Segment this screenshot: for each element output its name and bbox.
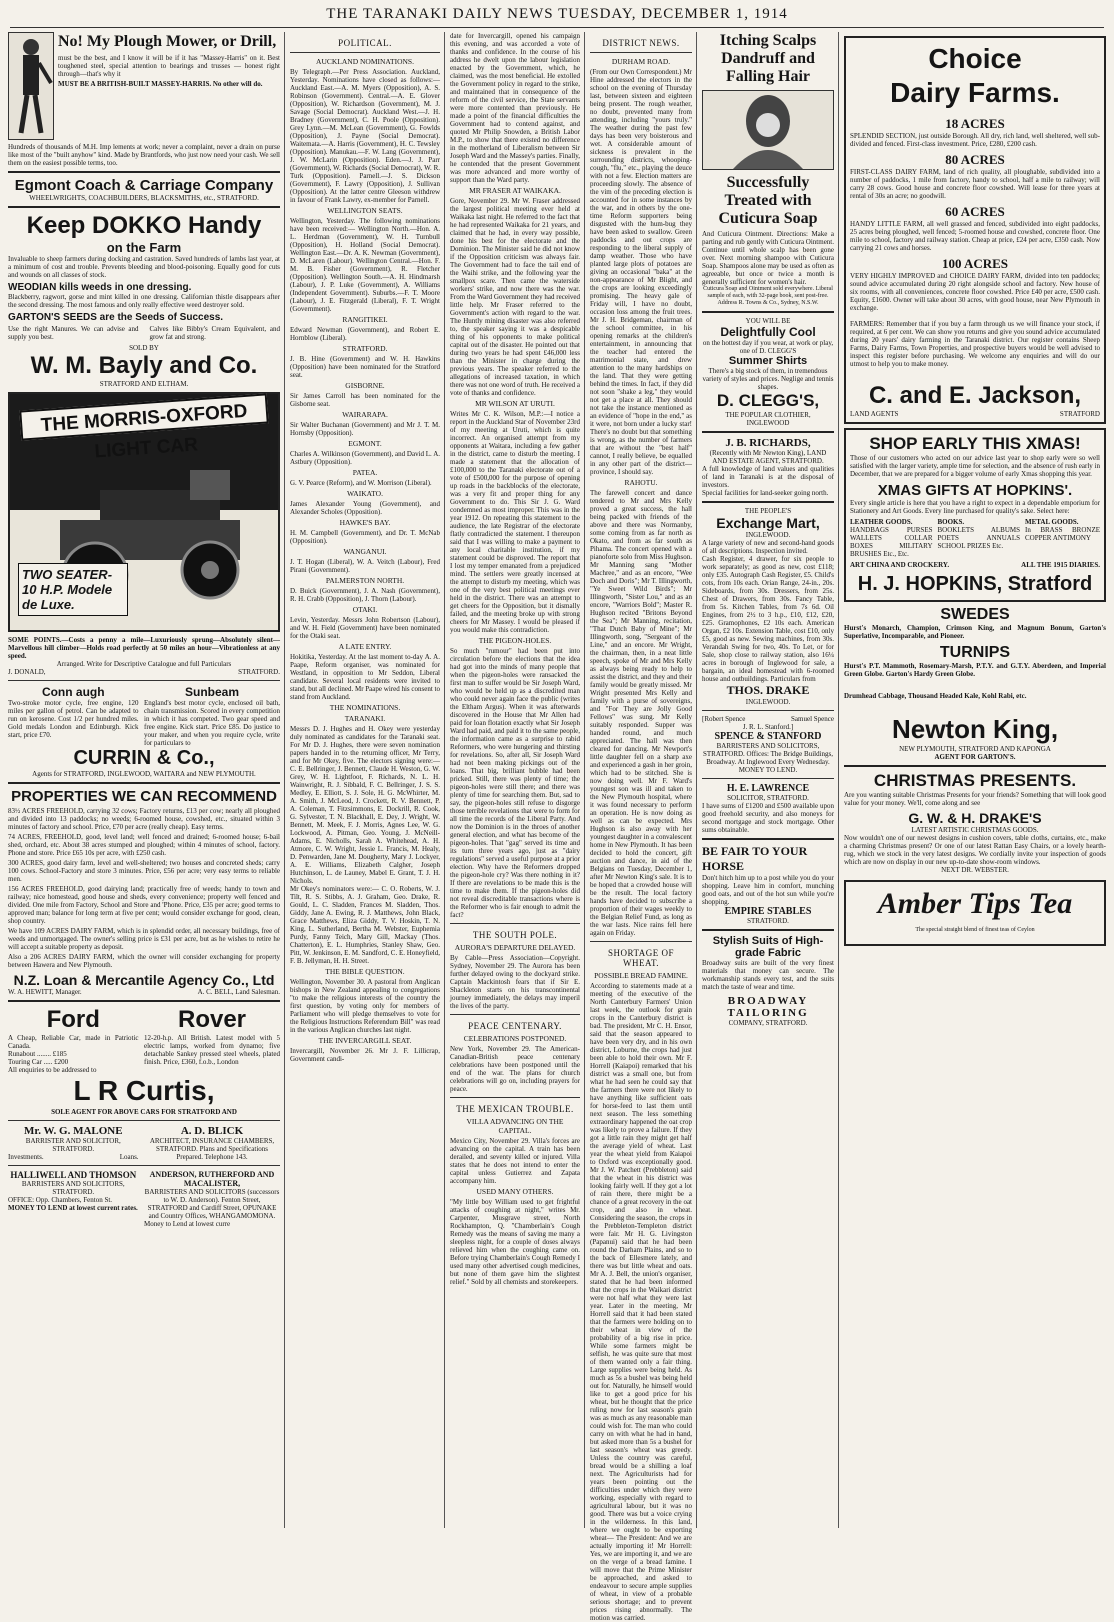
article-text: Hokitika, Yesterday. At the last moment to-day A. A. Paape, Reform organiser, was nominated for Westland, in opposition to Mr Seddon, Liberal candidate. Several local residents were invited to stand, but all declined. Mr Paape wired his consent to stand from Auckland. [290, 653, 440, 701]
plough-must: MUST BE A BRITISH-BUILT MASSEY-HARRIS. No other will do. [58, 80, 263, 88]
property-item: 300 ACRES, good dairy farm, level and well-sheltered; two houses and concreted sheds; carry 100 cows. School-Factory and store 3 minutes. Price, £56 per acre; very easy terms to reliable men. [8, 859, 280, 883]
car-tag: TWO SEATER-10 H.P. Modele de Luxe. [18, 563, 128, 616]
jackson-label: LAND AGENTS [850, 410, 899, 418]
drake-title: THOS. DRAKE [726, 683, 810, 697]
article-text: Charles A. Wilkinson (Government), and David L. A. Astbury (Opposition). [290, 450, 440, 466]
cuticura-mid: Successfully Treated with Cuticura Soap [718, 174, 818, 227]
section-heading: SHORTAGE OF WHEAT. [608, 948, 674, 968]
presents-title: CHRISTMAS PRESENTS. [873, 771, 1077, 790]
xmas-every: Every single article is here that you have a right to expect in a dependable emporium for Stationery and Art Goods. Every line purchased for quality's sake. Select here: [850, 499, 1100, 515]
subheading: WELLINGTON SEATS. [327, 206, 403, 215]
sunbeam-title: Sunbeam [184, 685, 239, 699]
lawrence-title: H. E. LAWRENCE [726, 783, 810, 794]
malone-loans: Loans. [119, 1153, 139, 1161]
exchange-items: Cash Register, 4 drawer, for six people to work separately; as good as new, cost £118; only £35. Autograph Cash Register, £5. Child's cots, from 10s each. Orian Range, 24-in., 20s. Sideboards, from 30s. Dressers, from 25s. Chest of Drawers, from 30s. Fancy Table, from 5s. Kitchen Tables, from 7s 6d. Oil Engines, from 2½ to 3 h.p., £10, £12, £20, £25. Gramophones, £2 10s each. American Organ, £2 10s. Extension Table, cost £10, only £5, good as new. Sewing machines, from 30s. Verandah Swing for two, 40s. To Let, or for Sale, shop close to railway station, also 16¼ acres in borough of Inglewood for sale, a bargain, an ideal homestead with 6-roomed house and outbuildings. Particulars from [702, 555, 834, 683]
clegg-stock: There's a big stock of them, in tremendous variety of styles and prices. Neglige and tennis shapes. [702, 367, 834, 391]
xmas-gifts: XMAS GIFTS AT HOPKINS'. [877, 482, 1073, 499]
car-banner: THE MORRIS-OXFORD LIGHT CAR [19, 393, 268, 440]
fair-title: BE FAIR TO YOUR HORSE [702, 844, 808, 873]
newton-agent: AGENT FOR GARTON'S. [934, 753, 1016, 761]
gartons-title: GARTON'S SEEDS are the Seeds of Success. [8, 312, 224, 323]
egmont-title: Egmont Coach & Carriage Company [14, 177, 274, 194]
column-news-2 [450, 32, 580, 1528]
spence-sub: BARRISTERS AND SOLICITORS, STRATFORD. Offices: The Bridge Buildings, Broadway. At Inglewood Every Wednesday. MONEY TO LEND. [702, 742, 834, 774]
property-item: We have 109 ACRES DAIRY FARM, which is in splendid order, all necessary buildings, free of weeds and unmortgaged. The owner's selling price is £31 per acre, but as he wishes to retire he will accept a suitable property as deposit. [8, 927, 280, 951]
rover-title: Rover [177, 1006, 247, 1033]
ford-touring: Touring Car ..... £200 [8, 1058, 69, 1066]
subheading: RANGITIKEI. [342, 315, 388, 324]
currin-title: CURRIN & Co., [73, 747, 215, 769]
car-arranged: Arranged. Write for Descriptive Catalogue and full Particulars [56, 660, 232, 668]
subheading: MR FRASER AT WAIKAKA. [469, 186, 561, 195]
malone-title: Mr. W. G. MALONE [23, 1125, 123, 1137]
xmas-title: SHOP EARLY THIS XMAS! [869, 434, 1081, 453]
section-heading: DISTRICT NEWS. [602, 38, 680, 48]
article-text: D. Buick (Government), J. A. Nash (Government), R. H. Crabb (Opposition), J. Thorn (Labour). [290, 587, 440, 603]
article-text: Sir Walter Buchanan (Government) and Mr J. T. M. Hornsby (Opposition). [290, 421, 440, 437]
turnips-title: TURNIPS [939, 644, 1011, 661]
column-advertisements-right [844, 32, 1106, 1528]
article-text: Wellington, Yesterday. The following nominations have been received:— Wellington North.—Hon. A. L. Herdman (Government), W. H. Turnbull (Opposition), H. Holland (Social Democrat). Wellington East.—Dr. A. K. Newman (Government), D. McLaren (Labour). Wellington Central.—Hon. F. M. B. Fisher (Government), R. Fletcher (Opposition). Wellington South.—A. H. Hindmarsh (Labour), J. P. Luke (Government), A. Williams (Independent Government). Suburbs.—F. T. Moore (Labour), J. E. Fitzgerald (Liberal), F. T. Wright (Government). [290, 217, 440, 313]
subheading: GISBORNE. [345, 381, 385, 390]
article-text: J. B. Hine (Government) and W. H. Hawkins (Opposition) have been nominated for the Stratford seat. [290, 355, 440, 379]
broadway-title: BROADWAY TAILORING [727, 995, 809, 1019]
diaries: ALL THE 1915 DIARIES. [1021, 561, 1100, 569]
section-heading: THE SOUTH POLE. [472, 930, 558, 940]
category-metal: METAL GOODS. [1025, 518, 1079, 526]
category-books: BOOKS. [937, 518, 965, 526]
amber-tips-ad [844, 880, 1106, 946]
swedes-body: Hurst's Monarch, Champion, Crimson King, and Magnum Bonum, Garton's Superlative, Incomparable, and Pioneer. [844, 624, 1106, 640]
plough-foot: Hundreds of thousands of M.H. Imp lements at work; never a complaint, never a drain on purse like most of the "built anyhow" kind. Made by Brantfords, who just now need your cash. We sell them on the easiest possible terms, too. [8, 143, 280, 167]
bayly-sub: STRATFORD AND ELTHAM. [99, 380, 189, 388]
farmers-notice: FARMERS: Remember that if you buy a farm through us we will finance your stock, if required, at 6 per cent. We can show you returns and give you sound advice accumulated during 20 years' dairy farming in the Taranaki district. Our register contains Sheep Farms, Dairy Farms, Town Properties, and prospective buyers would be well advised to inspect this register before purchasing. We welcome any enquiries and will do our utmost to help you to make money. [850, 320, 1100, 368]
subheading: POSSIBLE BREAD FAMINE. [594, 971, 688, 980]
subheading: WANGANUI. [343, 547, 387, 556]
subheading: PATEA. [352, 468, 378, 477]
richards-special: Special facilities for land-seeker going north. [702, 489, 829, 497]
drakes-body: Now wouldn't one of our newest designs in cushion covers, table cloths, curtains, etc., make a charming Christmas present? Or one of our latest Rattan Easy Chairs, or a lovely hearth-rug, which we stock in the very latest designs. We cordially invite your inspection of goods which are now on display in our new up-to-date show-room windows. [844, 834, 1106, 866]
article-text: J. T. Hogan (Liberal), W. A. Veitch (Labour), Fred Pirani (Government). [290, 558, 440, 574]
ford-runabout: Runabout ........ £185 [8, 1050, 67, 1058]
exchange-town: INGLEWOOD. [745, 531, 791, 539]
article-text: By Telegraph.—Per Press Association. Auckland, Yesterday. Nominations have closed as follows:— Auckland East.—A. M. Myers (Opposition), A. S. Robinson (Government). Central.—A. E. Glover (Opposition), W. Richardson (Government), M. J. Savage (Social Democrat). Auckland West.—J. H. Bradney (Government), C. H. Poole (Opposition). Grey Lynn.—M. McLean (Government), G. Fowlds (Opposition), J. Payne (Social Democrat). Waitemata.—A. Harris (Government), H. C. Tewsley (Opposition). Manukau.—F. W. Lang (Government), J. W. McLarin (Opposition). Eden.—J. J. Parr (Government), W. Richards (Social Democrat), W. R. Turk (Opposition). Parnell.—J. S. Dickson (Government), F. Lawry (Opposition), J. Sullivan (Opposition). At the latter centre Gleeson withdrew in favour of Frank Lawry, ex-member for Parnell. [290, 68, 440, 204]
article-text: Messrs D. J. Hughes and H. Okey were yesterday duly nominated as candidates for the Taranaki seat. For Mr D. J. Hughes, there were seven nomination papers handed in to the returning officer, Mr Terry, and for Mr Okey, five. The electors signing were:— C. E. Bellringer, J. Bennett, Claude H. Weston, G. W. Grey, W. H. Lightfoot, F. Richards, N. L. H. Wainwright, R. J. Sibbald, F. C. Bellringer, J. S. S. Medley, E. Elliott, S. J. Sole, H. G. McWhirter, M. A. Smith, J. McLeod, J. Crockett, R. V. Bennett, P. A. Coleman, T. Fitzsimmons, E. Dockrill, R. Cook, G. Sylvester, T. N. Blackhall, E. Dey, J. Wright, W. Bennett, M. Meek, F. J. Morris, Agnes Lee, W. G. Lockwood, A. Pitman, Geo. Young, J. McNeill-Adams, E. Nicholls, Sarah A. Whitehead, A. H. Atmore, C. W. Wright, Jessie L. Francis, M. Healy, D. Penwarden, Jane M. Dougherty, Mary J. Lockyer, A. E. Williams, Elizabeth Calgher, Joseph Hutchinson, L. de Launey, Mabel E. Grant, T. J. H. Nichols. [290, 725, 440, 885]
subheading: THE PIGEON-HOLES. [478, 636, 552, 645]
article-text: Sir James Carroll has been nominated for the Gisborne seat. [290, 392, 440, 408]
turnips-body: Hurst's P.T. Mammoth, Rosemary-Marsh, P.T.Y. and G.T.Y. Aberdeen, and Imperial Green Globe. Garton's Hardy Green Globe. [844, 662, 1106, 678]
bayly-title: W. M. Bayly and Co. [30, 352, 258, 379]
currin-sub: Agents for STRATFORD, INGLEWOOD, WAITARA and NEW PLYMOUTH. [32, 770, 256, 778]
plough-ad [8, 32, 280, 140]
halliwell-office: OFFICE: Opp. Chambers, Fenton St. [8, 1196, 113, 1204]
sold-by: SOLD BY [129, 344, 159, 352]
subheading: HAWKE'S BAY. [339, 518, 391, 527]
acres-heading: 80 ACRES [945, 152, 1005, 167]
spence-partner: [Robert Spence [702, 715, 746, 723]
subheading: OTAKI. [352, 605, 378, 614]
richards-body: A full knowledge of land values and qualities of land in Taranaki is at the disposal of investors. [702, 465, 834, 489]
halliwell-money: MONEY TO LEND at lowest current rates. [8, 1204, 138, 1212]
property-item: 83½ ACRES FREEHOLD, carrying 32 cows; Factory returns, £13 per cow; nearly all ploughed and divided into 13 paddocks; no weeds; 6-roomed house, cowshed, etc., situated within 3 minutes of factory and school. Price, £70 per acre (really cheap). Easy terms. [8, 807, 280, 831]
article-text: Wellington, November 30. A pastoral from Anglican bishops in New Zealand appealing to congregations "to make the religious interests of the country the first question, by voting only for members of Parliament who will pledge themselves to vote for the Religious Instructions Referendum Bill" was read in the various Anglican churches last night. [290, 978, 440, 1034]
clegg-name: D. CLEGG'S, [716, 391, 820, 410]
exchange-body: A large variety of new and second-hand goods of all descriptions. Inspection invited. [702, 539, 834, 555]
malone-investments: Investments. [8, 1153, 44, 1161]
subheading: CELEBRATIONS POSTPONED. [463, 1034, 567, 1043]
jackson-title: C. and E. Jackson, [868, 382, 1082, 409]
subheading: A LATE ENTRY. [338, 642, 392, 651]
richards-sub: (Recently with Mr Newton King), LAND AND ESTATE AGENT, STRATFORD. [709, 449, 827, 465]
cuticura-small: Cuticura Soap and Ointment sold everywhere. Liberal sample of each, with 32-page book, sent post-free. Address R. Towns & Co., Sydney, N.S.W. [703, 286, 833, 306]
woman-illustration [702, 90, 834, 170]
amber-small: The special straight blend of finest teas of Ceylon [915, 927, 1035, 933]
drumhead-line: Drumhead Cabbage, Thousand Headed Kale, Kohl Rabi, etc. [844, 692, 1027, 700]
clegg-cool: Delightfully Cool [720, 325, 816, 339]
subheading: THE INVERCARGILL SEAT. [318, 1036, 412, 1045]
article-text: Mexico City, November 29. Villa's forces are advancing on the capital. A train has been derailed, and seventy killed or injured. Villa states that he does not intend to enter the capital unless Gutierrez and Zapata accompany him. [450, 1137, 580, 1185]
choice-title: Choice [928, 43, 1022, 74]
article-text: Mr Okey's nominators were:— C. O. Roberts, W. J. Tilt, R. S. Stibbs, A. J. Graham, Geo. Drake, R. Gould, L. C. Sladden, Frances M. Sladden, Thos. Giddy, Jane A. Ewing, R. J. Matthews, John Black, Grace Matthews, Eliza Giddy, T. V. Hoskin, T. N. King, L. Sutherland, Bertha M. Webster, Euphemia Purdy, Fanny Teich, Mary Gill, Mackay (Thos. Chatterton), E. L. Humphries, Stanley Shaw, Geo. Pitt, W. Jenkinson, E. M. Sandford, C. E. Honeyfield, F. B. Jellyman, H. H. Street. [290, 885, 440, 965]
plough-headline: No! My Plough Mower, or Drill, [58, 33, 277, 50]
blick-title: A. D. BLICK [180, 1125, 244, 1137]
article-text: G. V. Pearce (Reform), and W. Morrison (Liberal). [290, 479, 432, 487]
clegg-town: INGLEWOOD [746, 419, 790, 427]
fair-body: Don't hitch him up to a post while you do your shopping. Leave him in comfort, munching good oats, and out of the hot sun while you're shopping. [702, 874, 834, 906]
rover-body: 12-20-h.p. All British. Latest model with 5 electric lamps, worked from dynamo; five detachable Sankey pressed steel wheels, plated finish. Price, £360, f.o.b., London [144, 1034, 280, 1066]
column-rule [444, 32, 445, 1528]
morris-oxford-car-ad [8, 392, 280, 632]
clegg-intro: YOU WILL BE [745, 317, 791, 325]
clegg-sub: THE POPULAR CLOTHIER, [725, 411, 811, 419]
column-advertisements-left [8, 32, 280, 1528]
sunbeam-body: England's best motor cycle, enclosed oil bath, chain transmission. Scored in every competition in which it has competed. Two gear speed and free engine. Kick start. Price £85. Do justice to your maker, and when you require cycle, write for particulars to [144, 699, 280, 747]
subheading: THE NOMINATIONS. [329, 703, 401, 712]
article-text: Levin, Yesterday. Messrs John Robertson (Labour), and W. H. Field (Government) have been nominated for the Otaki seat. [290, 616, 440, 640]
subheading: DURHAM ROAD. [611, 57, 671, 66]
category-leather: LEATHER GOODS. [850, 518, 913, 526]
property-item: Also a 206 ACRES DAIRY FARM, which the owner will consider exchanging for property between Hawera and New Plymouth. [8, 953, 280, 969]
acres-body: VERY HIGHLY IMPROVED and CHOICE DAIRY FARM, divided into ten paddocks; sound advice accumulated during 20 right alongside school and factory. New house of six rooms, with all conveniences, concrete floor cowshed. Price £40 per acre, £500 cash. Equity, £1600. Owner will take about 30 acres, with good house, near New Plymouth in exchange. [850, 272, 1100, 312]
article-text: So much "rumour" had been put into circulation before the elections that the idea had got into the minds of many people that when the pigeon-holes were ransacked the first man to suffer would be Sir Joseph Ward, who would be held up as a discredited man who could never again face the public (writes the Eltham Argus). When it was afterwards discovered in the House that Mr Allen had paid for loan flotation exactly what Sir Joseph Ward had paid, and paid it to the same people, the information came as a surprise to rabid Reformers, who were hungering and thirsting for revelations. So, after all, Sir Joseph Ward had not been making pickings out of the loans. That big, brilliant bubble had been pricked. Still, there was plenty of time; the pigeon-holes were still there; and there was plenty of time for searching them. But, sad to say, the pigeon-holes still refuse to disgorge those terrible revelations that were to form for all time the records of the Liberal Party. And now the Dominion is in the throes of another general election, and what has become of the pigeon-holes. That "gag" served its time and its turn three years ago, just as "dairy regulations" served a useful purpose at a prior election. Why have the Reformers dropped the pigeon-hole cry? Was there nothing in it? If there are revelations to be made this is the time to make them. If the pigeon-holes did not reveal discreditable transactions where is the Reformer who is fair enough to admit the fact? [450, 647, 580, 919]
column-rule [838, 32, 839, 1528]
article-text: Edward Newman (Government), and Robert E. Hornblow (Liberal). [290, 326, 440, 342]
subheading: AURORA'S DEPARTURE DELAYED. [454, 943, 576, 952]
article-text: The farewell concert and dance tendered to Mr and Mrs Kelly proved a great success, the hall being packed with friends of the above and there was Normanby, some coming from as far north as Okato, and from as far south as Pihama. The concert opened with a pianoforte solo from Miss Hughson. Mr Manning sang "Mother Machree," and as an encore, "Wee Doch and Doris"; Mr T. Illingworth, "Ye Sweet Wild Birds"; Mr Illingworth, "Sister Lou," and as an encore, "Warriors Bold"; Master R. Hughson recited "Britons Beyond the Sea"; Mr Manning, recitation, "That Dutch Baby of Mine"; Mr Illingworth, song, "Sergeant of the Line," and an encore. Mr Wright, the chairman, then, in a neat little speech, spoke of Mr and Mrs Kelly as always being ready to help to assist the district, and they and their family would be greatly missed. Mr Wright presented Mrs Kelly and family with a purse of sovereigns, and "For They are Jolly Good Fellows" was sung. Mr Kelly suitably responded. Supper was handed round, and much appreciated. The hall was then cleared for dancing. Mr Newport's little daughter fell on a sharp axe and experienced a gash in her groin, which had to be stitched. She is now doing well. Mr F. Ward's youngest son was ill and taken to the New Plymouth hospital, where it was found necessary to perform an operation. He is now doing as well as can be expected. Mrs Hughson is also away with her youngest daughter in a convalescent home in New Plymouth. It has been decided to hold the concert, gift auction and dance, in aid of the Belgians on Tuesday, December 1, after Mr Newton King's sale. It is to be hoped that a crowded house will be the result. The local factory hands have decided to subscribe a proportion of their wages weekly to the Belgian Relief Fund, as long as the war lasts. Nice rains fell here again on Friday. [590, 489, 692, 937]
anderson-title: ANDERSON, RUTHERFORD AND MACALISTER, [149, 1170, 275, 1188]
subheading: RAHOTU. [624, 478, 658, 487]
spence-partner: Samuel Spence [791, 715, 834, 723]
halliwell-title: HALLIWELL AND THOMSON [10, 1170, 137, 1180]
article-text: (From our Own Correspondent.) Mr Hine addressed the electors in the school on the evening of Thursday last, between sixteen and eighteen being present. The rough weather, no doubt, prevented many from attending, including "yours truly." The weather during the past few days has been very boisterous and wet. A considerable amount of sickness is prevalent in the surrounding districts, whooping-cough, "flu," etc., playing the deuce with not a few. Election matters are proceeding slowly. The absence of the vim of the preceding election is accounted for in some instances by the war, and in others by the one-time Reform supporters being disgusted with the hum-bug they have been asked to swallow. Green paddocks and out crops are responding to the liberal supply of damp weather. Those who have planted large plots of potatoes are giving an occasional "baka" at the non-appearance of Mr Blight, and the crops are looking exceedingly promising. The heavy gale of Friday will, I have no doubt, occasion loss among the fruit trees. Mr J. H. Bridgeman, chairman of the school committee, in his opening remarks at the children's entertainment, in announcing that the teacher had entered the matrimonial state, and drew attention to the many hardships on the land. That they were getting behind the times. In fact, if they did not soon "shake a leg," they would not get a place at all. They should not take the instance mentioned as an evidence of "hope in the end," as it were, not born under a lucky star! There's no doubt but that something is wrong, as the number of farmers that are without the "best half" cannot, I really believe, be equalled in any other part of the district—province, I should say. [590, 68, 692, 476]
article-text: Invercargill, November 26. Mr J. F. Lillicrap, Government candi- [290, 1047, 440, 1063]
property-item: 156 ACRES FREEHOLD, good dairying land; practically free of weeds; handy to town and railway; nice homestead, good house and sheds, every convenience; property well fenced and divided. One mile from Factory, School and Store and 'Phone. Price, £35 per acre; good terms to approved man; balance for long term at five per cent; would consider exchange for good, clean, shop country. [8, 885, 280, 925]
spence-title: SPENCE & STANFORD [714, 731, 822, 742]
subheading: USED MANY OTHERS. [476, 1187, 554, 1196]
connaugh-title: Conn augh [41, 685, 105, 699]
cuticura-headline: Itching Scalps Dandruff and Falling Hair [719, 32, 817, 85]
article-text: Gore, November 29. Mr W. Fraser addressed the largest political meeting ever held at Waikaka last night. He referred to the fact that he had represented Waikaka for 21 years, and claimed that he had, in every way possible, done his best for the electorate and the Dominion. The Minister said he did not know if the Opposition criticism was always fair. The Government had to face the tail end of the Waihi strike, and the following year the smallpox scare. Then came the waterside workers' strike, and now there was the war. From the Ward Government they had received little help. Mr Fraser referred to the Government's action with regard to the war. The Huntly mining disaster was also referred to, the speaker saying it was a despicable thing of his opponents to make political capital out of the disaster. He pointed out that during two years he had spent £46,000 less than the Minister in charge during the previous years. The speaker referred to the allegations of increased taxation, in which there was not one word of truth. He received a vote of thanks and confidence. [450, 197, 580, 397]
subheading: THE BIBLE QUESTION. [325, 967, 405, 976]
nz-loan-title: N.Z. Loan & Mercantile Agency Co., Ltd [13, 972, 275, 988]
masthead: THE TARANAKI DAILY NEWS TUESDAY, DECEMBER 1, 1914 [10, 6, 1104, 28]
acres-body: FIRST-CLASS DAIRY FARM, land of rich quality, all ploughable, subdivided into a number of paddocks, 1 mile from factory, handy to school, half a mile to railway; will carry 28 cows. Good house and concrete floor cowshed. Will lease for three years at rental of 30s an acre; no goodwill. [850, 168, 1100, 200]
curtis-title: L R Curtis, [73, 1075, 215, 1106]
property-item: 74 ACRES, FREEHOLD, good, level land; well fenced and drained; 6-roomed house; 6-bail shed, orchard, etc. About 38 acres stumped and ploughed; within 4 minutes of school, factory. Phone and store. Price £65 10s per acre, with £250 cash. [8, 833, 280, 857]
acres-heading: 100 ACRES [941, 256, 1009, 271]
newton-sub: NEW PLYMOUTH, STRATFORD AND KAPONGA [899, 745, 1051, 753]
nz-loan-salesman: A. C. BELL, Land Salesman. [197, 988, 280, 996]
peoples-label: THE PEOPLE'S [744, 507, 792, 515]
column-advertisements-middle [702, 32, 834, 1528]
subheading: MR WILSON AT URUTI. [475, 399, 555, 408]
connaugh-body: Two-stroke motor cycle, free engine, 120 miles per gallon of petrol. Can be adapted to run on kerosene. Cost 1/2 per hundred miles. Gold medals London and Edinburgh. Kick start, price £70. [8, 699, 139, 739]
column-district-news [590, 32, 692, 1622]
cuticura-body: And Cuticura Ointment. Directions: Make a parting and rub gently with Cuticura Ointment. Continue until whole scalp has been gone over. Next morning shampoo with Cuticura Soap. Shampoos alone may be used as often as agreeable, but once or twice a month is generally sufficient for women's hair. [702, 230, 835, 286]
acres-body: SPLENDID SECTION, just outside Borough. All dry, rich land, well sheltered, well sub-divided and fenced. First-class investment. Price, £280, £200 cash. [850, 132, 1100, 148]
subheading: TARANAKI. [344, 714, 386, 723]
malone-sub: BARRISTER AND SOLICITOR, STRATFORD. [25, 1137, 121, 1153]
xmas-body: Those of our customers who acted on our advice last year to shop early were so well satisfied with the larger variety, ample time for selection, and the absence of rush early in December, that we are prepared for a bigger volume of early Xmas shopping this year. [850, 454, 1100, 478]
subheading: STRATFORD. [342, 344, 388, 353]
art-china: ART CHINA AND CROCKERY. [850, 561, 950, 569]
subheading: PALMERSTON NORTH. [325, 576, 405, 585]
dokko-body: Invaluable to sheep farmers during docking and castration. Saved hundreds of lambs last year, at a minimum of cost and trouble. Prevents bleeding and blood-poisoning. Equally good for cuts and wounds on all classes of stock. [8, 255, 280, 279]
farmer-illustration [8, 32, 54, 140]
article-text: James Alexander Young (Government), and Alexander Scholes (Opposition). [290, 500, 440, 516]
dairy-title: Dairy Farms. [890, 77, 1060, 108]
drakes-sub: LATEST ARTISTIC CHRISTMAS GOODS. [911, 826, 1039, 834]
column-rule [584, 32, 585, 1528]
richards-title: J. B. RICHARDS, [725, 437, 811, 449]
article-text: According to statements made at a meeting of the executive of the North Canterbury Farmers' Union last week, the outlook for grain crops in the Canterbury district is bad. The president, Mr C. H. Ensor, said that the season appeared to have been very dry, and in his own district, Loburne, the crops had just been able to hold their own. Mr F. Horrell (Kaiapoi) remarked that his district was a small one, but from what he had seen he could say that the farmers there were not likely to have anything like sufficient oats for horse-feed to last them until next season. The less something extraordinary happened the oat crop was likely to prove a failure. If they got a little rain they might get half the average yield of wheat. Last year the wheat yield from Kaiapoi to Oxford was exceptionally good. Mr J. W. Patchett (Prebbleton) said that the wheat in his district was looking fairly well. If they got a lot of rain there, there might be a chance of a great recovery in the oat crop, and also in wheat. Considering the season, the crops in the Prebbleton-Templeton district were fair. Mr H. G. Livingston (Papanui) said that he had been round the Darham Plains, and so to the back of Ellesmere lately, and there was but little wheat and oats. Mr A. J. Bell, the union's organiser, stated that he had been informed that the crops in the Waikari district were not half what they were last year. Later in the meeting, Mr Horrell said that it had been stated that the farmers were holding on to their wheat in view of the probability of a big rise in price. While some farmers might be selfish, he was quite sure that most of them wanted only a fair thing. Large supplies were being held. As much as 5s a bushel was being held out for. Naturally, he himself would like to get a good price for his wheat, but he thought that the price ruling now for last season's grain was as much as any reasonable man could wish for. The man who could carry on with what he had in hand, but asked more than 5s a bushel for last season's wheat was greedy. Unless the country was careful, bread would be a shilling a loaf next. The Agriculturists had for years been pointing out the difficulties under which they were working, especially with regard to agricultural labour, but it was no good. There was but a voice crying in the wilderness. In this land, where we ought to be exporting wheat— The President: And we are actually importing it! Mr Horrell: Yes, we are importing it, and we are on the verge of a bread famine. I will move that the Prime Minister be approached, and asked to endeavour to secure ample supplies of wheat, in view of a probable serious shortage; and to prevent prices rising abnormally. The motion was carried. [590, 982, 692, 1622]
newton-title: Newton King, [891, 714, 1059, 744]
article-text: date for Invercargill, opened his campaign this evening, and was accorded a vote of thanks and confidence. In the course of his address he dwelt upon the labour legislation enacted by the Government, which, he claimed, was the most beneficial. He extolled the Government policy in regard to the strike, and maintained that in consequence of the reform of the civil service, the State servants were more contented than previously. He made a point of the financial difficulties the Government had to contend against, and quoted Mr Philip Snowden, a British Labor M.P., to show that there existed no difference in the motherland of Liberalism between Sir Joseph Ward and the Massey's parties. Finally, he contended that the present Government was more advanced and more worthy of support than the Ward party. [450, 32, 580, 184]
stylish-title: Stylish Suits of High-grade Fabric [712, 935, 824, 959]
plough-body: must be the best, and I know it will be if it has "Massey-Harris" on it. Best toughened steel, special attention to bearings and trusses — honest right through—that's why it [58, 54, 280, 78]
section-heading: POLITICAL. [338, 38, 392, 48]
hopkins-ad [844, 428, 1106, 602]
clegg-shirts: Summer Shirts [728, 355, 808, 367]
car-agent-town: STRATFORD. [238, 668, 280, 676]
drake-town: INGLEWOOD. [745, 698, 791, 706]
swedes-title: SWEDES [940, 606, 1010, 623]
acres-body: HANDY LITTLE FARM, all well grassed and fenced, subdivided into eight paddocks, 25 acres being ploughed, well fenced; 5-roomed house and cowshed, concrete floor. One mile to school, factory and railway station. Cheap at price, £24 per acre, £350 cash. Now carrying 21 cows and horses. [850, 220, 1100, 252]
manures-text: Use the right Manures. We can advise and supply you best. [8, 325, 139, 341]
drakes-title: G. W. & H. DRAKE'S [908, 810, 1042, 826]
empire-town: STRATFORD. [747, 917, 789, 925]
car-agent-name: J. DONALD, [8, 668, 46, 676]
anderson-money: Money to Lend at lowest curre [144, 1220, 231, 1228]
jackson-town: STRATFORD [1059, 410, 1100, 418]
egmont-sub: WHEELWRIGHTS, COACHBUILDERS, BLACKSMITHS, etc., STRATFORD. [29, 194, 259, 202]
next-dr: NEXT DR. WEBSTER. [941, 866, 1009, 874]
clegg-body: on the hottest day if you wear, at work or play, one of D. CLEGG'S [702, 339, 834, 355]
weodian-title: WEODIAN kills weeds in one dressing. [8, 282, 192, 293]
exchange-title: Exchange Mart, [716, 515, 820, 531]
ford-enquiries: All enquiries to be addressed to [8, 1066, 97, 1074]
nz-loan-manager: W. A. HEWITT, Manager. [8, 988, 82, 996]
calves-text: Calves like Bibby's Cream Equivalent, and grow fat and strong. [149, 325, 280, 341]
ford-title: Ford [46, 1006, 100, 1033]
subheading: WAIRARAPA. [342, 410, 388, 419]
car-points: SOME POINTS.—Costs a penny a mile—Luxuriously sprung—Absolutely silent—Marvellous hill climber—Holds road perfectly at 50 miles an hour—Vibrationless at any speed. [8, 636, 280, 660]
category-list: In BRASS BRONZE COPPER ANTIMONY [1025, 526, 1100, 542]
presents-body: Are you wanting suitable Christmas Presents for your friends? Something that will look good value for your money. We'll, come along and see [844, 791, 1106, 807]
curtis-sub: SOLE AGENT FOR ABOVE CARS FOR STRATFORD AND [51, 1108, 237, 1116]
article-text: Writes Mr C. K. Wilson, M.P.:—I notice a report in the Auckland Star of November 23rd of my meeting at Uruti, which is quite incorrect. An organised attempt from my opponents at Waitara, including a few gather in the district, came to disturb the meeting. I made a statement that the allocation of £100,000 to the Taranaki electorate out of a vote of £500,000 for the purpose of opening up roads in the backblocks of the electorate, was a very fit and proper thing for any Government to do. This Sir J. G. Ward condemned as most improper. This was in the year 1912. On repeating this statement to the audience, the late Registrar of the electorate flatly contradicted the statement. I thereupon said that I was willing to make a payment to any local charitable institution, if my statement could be disproved. The report that I lost my temper emanated from a prejudiced mind. The settlers were greatly incensed at the attempt to disturb my meeting, which was one of the very best political meetings ever held in the district. There was an attempt to get cheers for the Opposition, but it dismally failed, and the meeting broke up with strong cheers for Mr Massey. I would be pleased if you would make this contradiction. [450, 410, 580, 634]
lawrence-sub: SOLICITOR, STRATFORD. [727, 794, 809, 802]
category-list: HANDBAGS PURSES WALLETS COLLAR BOXES MILITARY BRUSHES Etc., Etc. [850, 526, 933, 558]
column-rule [284, 32, 285, 1528]
article-text: New York, November 29. The American-Canadian-British peace centenary celebrations have been postponed until the end of the war. The plans for church celebrations will go on, including prayers for peace. [450, 1045, 580, 1093]
properties-title: PROPERTIES WE CAN RECOMMEND [11, 788, 277, 805]
empire-title: EMPIRE STABLES [724, 906, 812, 917]
article-text: By Cable—Press Association—Copyright. Sydney, November 29. The Aurora has been further delayed owing to the dockyard strike. Captain Mackintosh fears that if Sir E. Shackleton starts on his transcontinental journey immediately, the delays may imperil the lives of the party. [450, 954, 580, 1010]
stylish-body: Broadway suits are built of the very finest materials that money can secure. The workmanship stands every test, and the suits match the taste of wear and time. [702, 959, 834, 991]
weodian-body: Blackberry, ragwort, gorse and mint killed in one dressing. Californian thistle disappears after the second dressing. The most famous and only really effective weed destroyer sold. [8, 293, 280, 309]
acres-heading: 60 ACRES [945, 204, 1005, 219]
ford-body: A Cheap, Reliable Car, made in Patriotic Canada. [8, 1034, 139, 1050]
column-rule [696, 32, 697, 1528]
category-list: BOOKLETS ALBUMS POETS ANNUALS SCHOOL PRIZES Etc. [937, 526, 1020, 550]
blick-sub: ARCHITECT, INSURANCE CHAMBERS, STRATFORD. Plans and Specifications Prepared. Telephone 143. [149, 1137, 275, 1161]
article-text: H. M. Campbell (Government), and Dr. T. McNab (Opposition). [290, 529, 440, 545]
broadway-sub: COMPANY, STRATFORD. [728, 1019, 808, 1027]
dokko-sub: on the Farm [106, 240, 182, 255]
subheading: AUCKLAND NOMINATIONS. [316, 57, 414, 66]
column-political [290, 32, 440, 1528]
dokko-title: Keep DOKKO Handy [26, 212, 262, 239]
subheading: VILLA ADVANCING ON THE CAPITAL. [466, 1117, 564, 1135]
halliwell-sub: BARRISTERS AND SOLICITORS, STRATFORD. [21, 1180, 125, 1196]
anderson-sub: BARRISTERS AND SOLICITORS (successors to W. D. Anderson). Fenton Street, STRATFORD and Cardiff Street, OPUNAKE and Country Offices, WHANGAMOMONA. [144, 1188, 280, 1220]
dairy-farms-ad [844, 36, 1106, 424]
section-heading: PEACE CENTENARY. [468, 1021, 562, 1031]
spence-partner: J. R. L. Stanford.] [742, 723, 794, 731]
article-text: "My little boy William used to get frightful attacks of coughing at night," writes Mr. Carpenter, Musgrave street, North Rockhampton, Q. "Chamberlain's Cough Remedy was the means of saving me many a sleepless night, for a couple of doses always relieved him when the coughing came on. Before trying Chamberlain's Cough Remedy I used many other advertised cough medicines, but none of them gave him the slightest relief." Sold by all chemists and storekeepers. [450, 1198, 580, 1286]
lawrence-body: I have sums of £1200 and £500 available upon good freehold security, and also moneys for second mortgage and stock mortgage. Other sums obtainable. [702, 802, 834, 834]
section-heading: THE MEXICAN TROUBLE. [456, 1104, 574, 1114]
subheading: EGMONT. [348, 439, 382, 448]
amber-title: Amber Tips Tea [877, 887, 1073, 920]
hopkins-title: H. J. HOPKINS, Stratford [857, 573, 1093, 595]
acres-heading: 18 ACRES [945, 116, 1005, 131]
subheading: WAIKATO. [347, 489, 383, 498]
